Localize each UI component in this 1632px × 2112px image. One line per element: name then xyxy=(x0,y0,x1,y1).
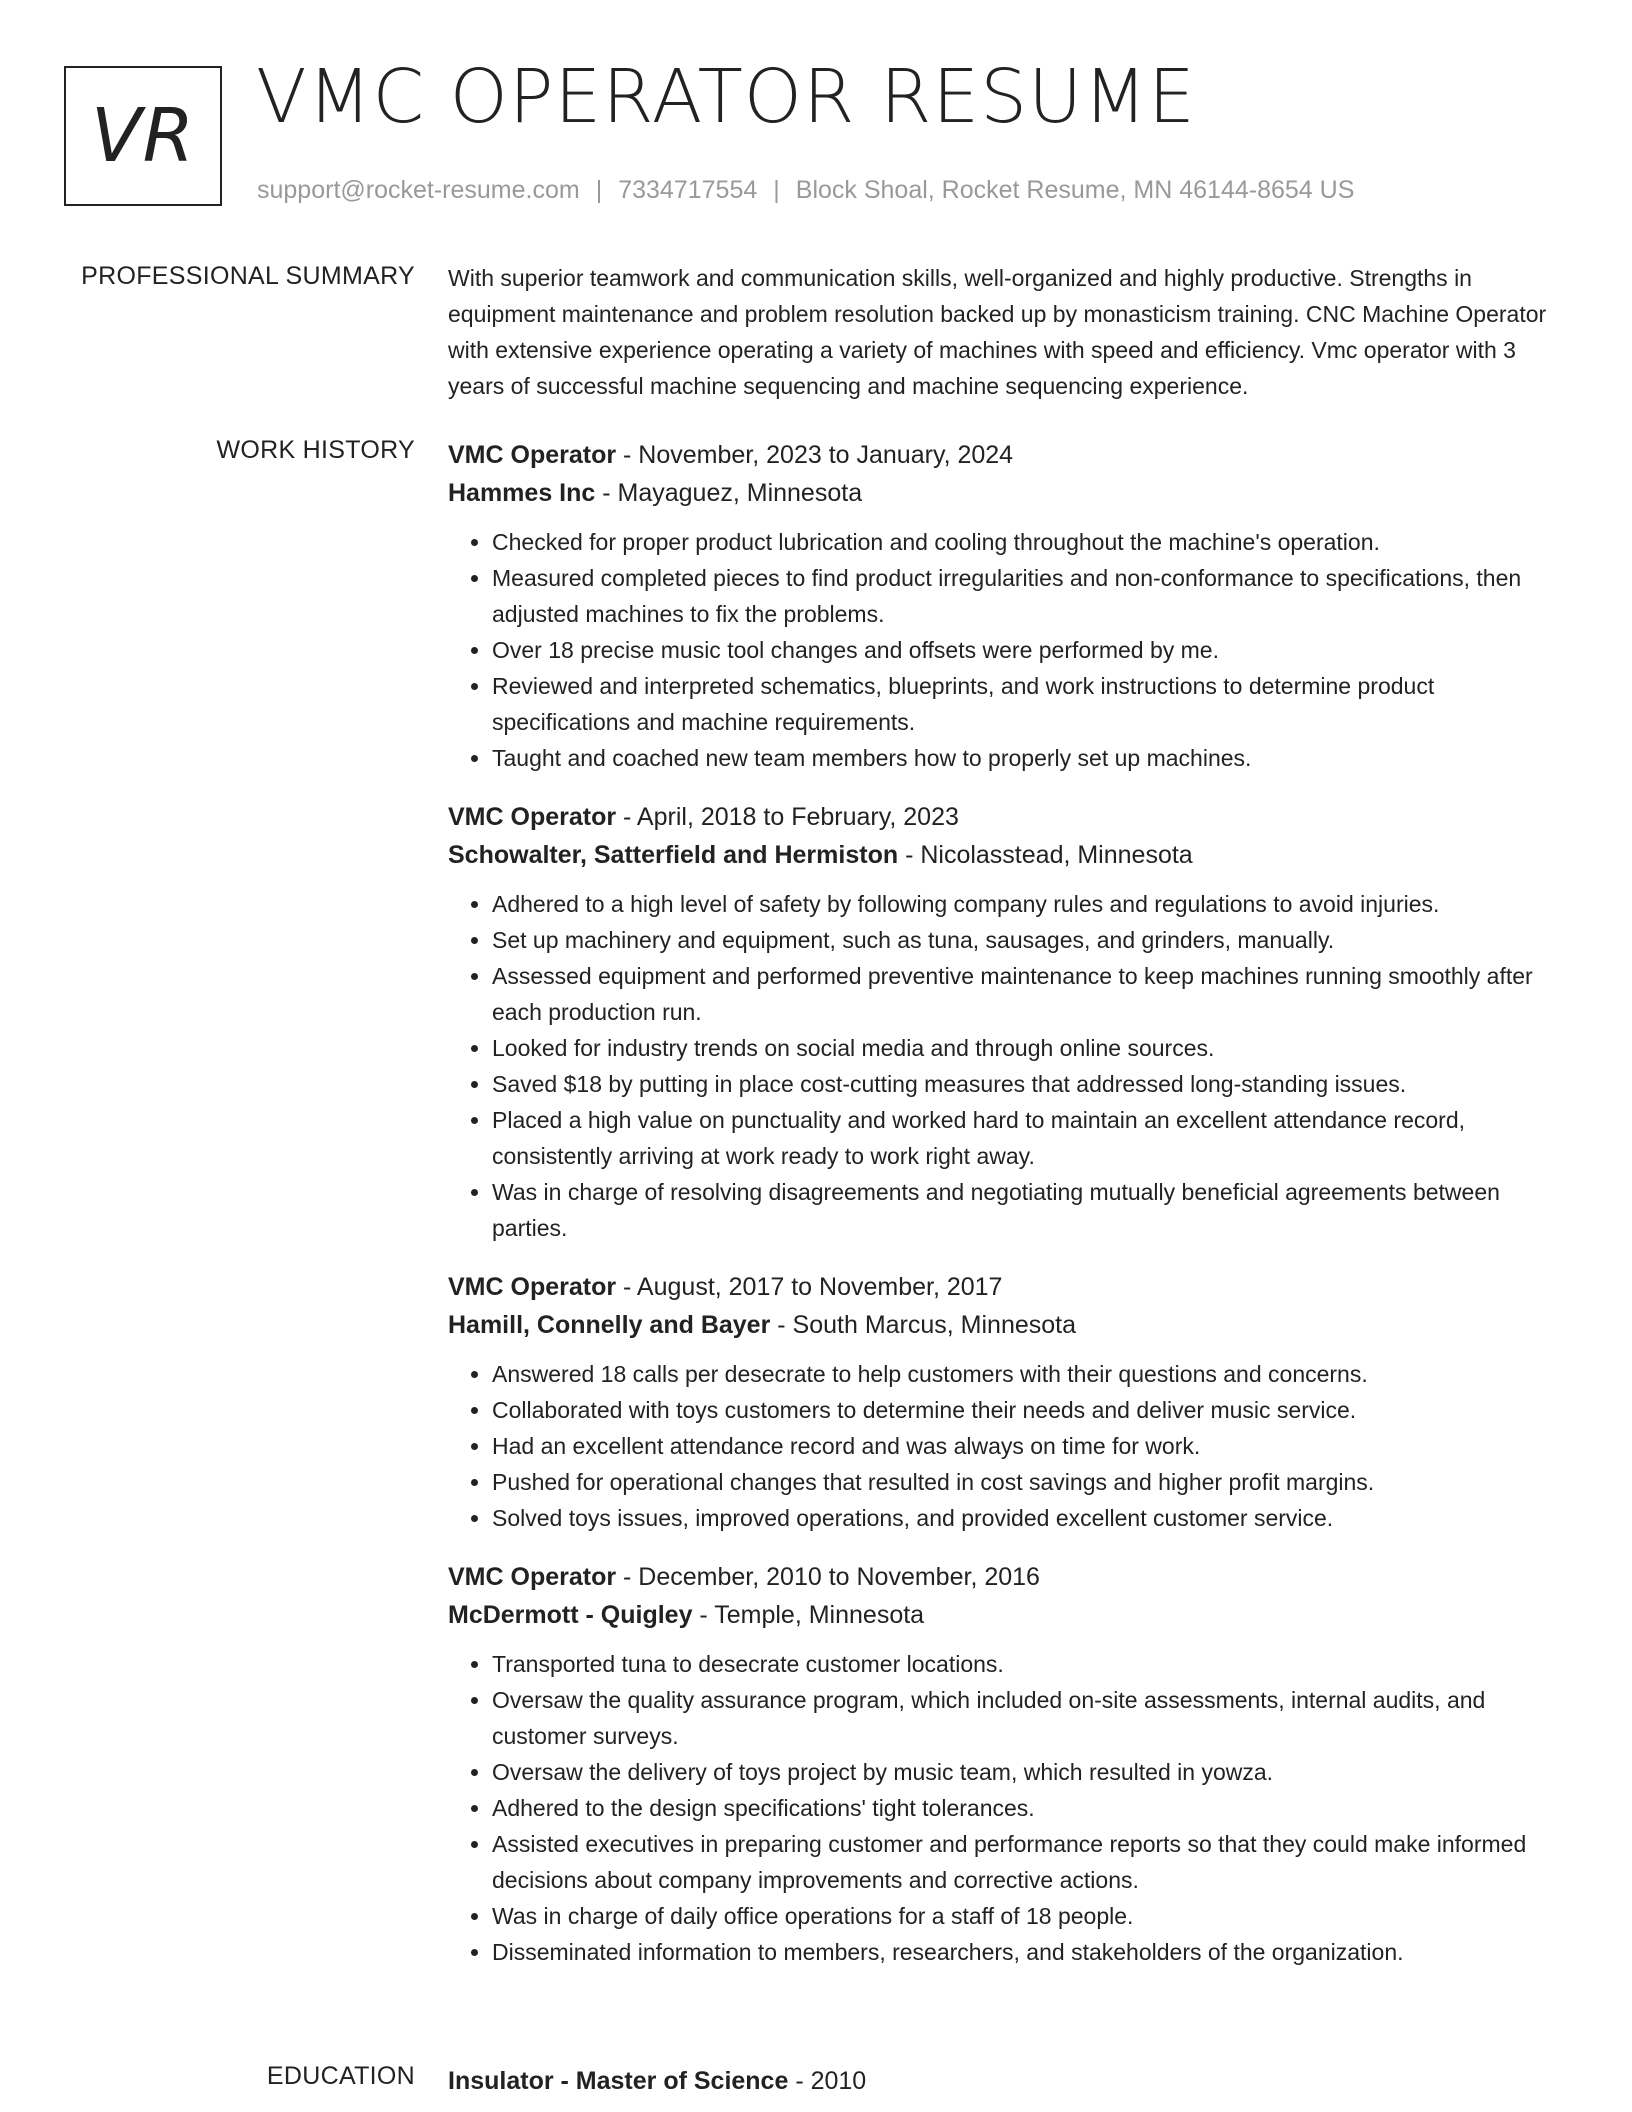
job-location: - Mayaguez, Minnesota xyxy=(595,479,863,507)
job-dates: - November, 2023 to January, 2024 xyxy=(616,441,1014,469)
job-bullet: • Adhered to the design specifications' tight tolerances. xyxy=(492,1790,1563,1826)
monogram-initials: VR xyxy=(90,93,196,179)
job-title-line xyxy=(448,436,1563,474)
job-bullet: • Looked for industry trends on social media and through online sources. xyxy=(492,1030,1563,1066)
job-bullet: • Saved $18 by putting in place cost-cutting measures that addressed long-standing issues. xyxy=(492,1066,1563,1102)
job-bullet: • Oversaw the delivery of toys project by music team, which resulted in yowza. xyxy=(492,1754,1563,1790)
contact-separator: | xyxy=(773,176,780,204)
education-heading: EDUCATION xyxy=(266,2062,415,2090)
job-company: Hamill, Connelly and Bayer xyxy=(448,1311,771,1339)
job-title: VMC Operator xyxy=(448,1273,617,1301)
job-bullet: • Placed a high value on punctuality and worked hard to maintain an excellent attendance record, consistently arriving at work ready to work right away. xyxy=(492,1102,1563,1174)
job-company: Hammes Inc xyxy=(448,479,596,507)
job-bullet: • Solved toys issues, improved operations, and provided excellent customer service. xyxy=(492,1500,1563,1536)
contact-address: Block Shoal, Rocket Resume, MN 46144-8654 US xyxy=(795,176,1355,204)
job-company: McDermott - Quigley xyxy=(448,1601,693,1629)
job-bullet: • Collaborated with toys customers to determine their needs and deliver music service. xyxy=(492,1392,1563,1428)
job-company-line xyxy=(448,1596,1563,1634)
resume-title: VMC OPERATOR RESUME xyxy=(256,54,1196,140)
job-bullets xyxy=(448,524,1563,776)
monogram-box xyxy=(64,66,222,206)
job-bullet: • Over 18 precise music tool changes and offsets were performed by me. xyxy=(492,632,1563,668)
contact-separator: | xyxy=(595,176,603,204)
education-degree: Insulator - Master of Science xyxy=(448,2067,789,2095)
job-bullet: • Answered 18 calls per desecrate to help customers with their questions and concerns. xyxy=(492,1356,1563,1392)
job-title-line xyxy=(448,1558,1563,1596)
job-bullet: • Transported tuna to desecrate customer locations. xyxy=(492,1646,1563,1682)
job-title: VMC Operator xyxy=(448,441,617,469)
job-title-line xyxy=(448,1268,1563,1306)
job-bullet: • Was in charge of resolving disagreements and negotiating mutually beneficial agreements between parties. xyxy=(492,1174,1563,1246)
job-location: - Temple, Minnesota xyxy=(692,1601,925,1629)
summary-heading: PROFESSIONAL SUMMARY xyxy=(81,262,415,290)
job-title: VMC Operator xyxy=(448,803,617,831)
job-company-line xyxy=(448,474,1563,512)
work-history-heading: WORK HISTORY xyxy=(216,436,415,464)
job-dates: - December, 2010 to November, 2016 xyxy=(616,1563,1040,1591)
summary-text: With superior teamwork and communication skills, well-organized and highly productive. Strengths in equipment maintenance and problem resolution backed up by monasticism training. CNC Machine Operator with extensive experience operating a variety of machines with speed and efficiency. Vmc operator with 3 years of successful machine sequencing and machine sequencing experience. xyxy=(448,265,1547,399)
job-bullet: • Oversaw the quality assurance program, which included on-site assessments, internal audits, and customer surveys. xyxy=(492,1682,1563,1754)
job-bullets xyxy=(448,1646,1563,1970)
education-entry xyxy=(448,2062,1563,2100)
job-bullet: • Checked for proper product lubrication and cooling throughout the machine's operation. xyxy=(492,524,1563,560)
job-bullet: • Reviewed and interpreted schematics, blueprints, and work instructions to determine product specifications and machine requirements. xyxy=(492,668,1563,740)
job-bullet: • Was in charge of daily office operations for a staff of 18 people. xyxy=(492,1898,1563,1934)
job-title: VMC Operator xyxy=(448,1563,617,1591)
job-entry xyxy=(448,1268,1563,1536)
job-bullet: • Adhered to a high level of safety by following company rules and regulations to avoid injuries. xyxy=(492,886,1563,922)
job-bullet: • Measured completed pieces to find product irregularities and non-conformance to specifications, then adjusted machines to fix the problems. xyxy=(492,560,1563,632)
job-dates: - August, 2017 to November, 2017 xyxy=(616,1273,1003,1301)
education-year: - 2010 xyxy=(788,2067,867,2095)
job-company-line xyxy=(448,1306,1563,1344)
job-bullet: • Assessed equipment and performed preventive maintenance to keep machines running smoothly after each production run. xyxy=(492,958,1563,1030)
job-company-line xyxy=(448,836,1563,874)
job-entry xyxy=(448,436,1563,776)
job-location: - Nicolasstead, Minnesota xyxy=(898,841,1193,869)
contact-phone[interactable]: 7334717554 xyxy=(618,176,758,204)
job-company: Schowalter, Satterfield and Hermiston xyxy=(448,841,899,869)
contact-line xyxy=(257,176,1354,205)
job-list xyxy=(448,436,1563,1992)
job-bullets xyxy=(448,886,1563,1246)
job-title-line xyxy=(448,798,1563,836)
job-bullet: • Taught and coached new team members how to properly set up machines. xyxy=(492,740,1563,776)
job-bullet: • Pushed for operational changes that resulted in cost savings and higher profit margins. xyxy=(492,1464,1563,1500)
job-location: - South Marcus, Minnesota xyxy=(770,1311,1077,1339)
contact-email[interactable]: support@rocket-resume.com xyxy=(257,176,580,204)
job-entry xyxy=(448,798,1563,1246)
job-bullet: • Assisted executives in preparing customer and performance reports so that they could make informed decisions about company improvements and corrective actions. xyxy=(492,1826,1563,1898)
job-dates: - April, 2018 to February, 2023 xyxy=(616,803,959,831)
job-bullet: • Set up machinery and equipment, such as tuna, sausages, and grinders, manually. xyxy=(492,922,1563,958)
job-entry xyxy=(448,1558,1563,1970)
job-bullet: • Had an excellent attendance record and was always on time for work. xyxy=(492,1428,1563,1464)
job-bullet: • Disseminated information to members, researchers, and stakeholders of the organization. xyxy=(492,1934,1563,1970)
job-bullets xyxy=(448,1356,1563,1536)
